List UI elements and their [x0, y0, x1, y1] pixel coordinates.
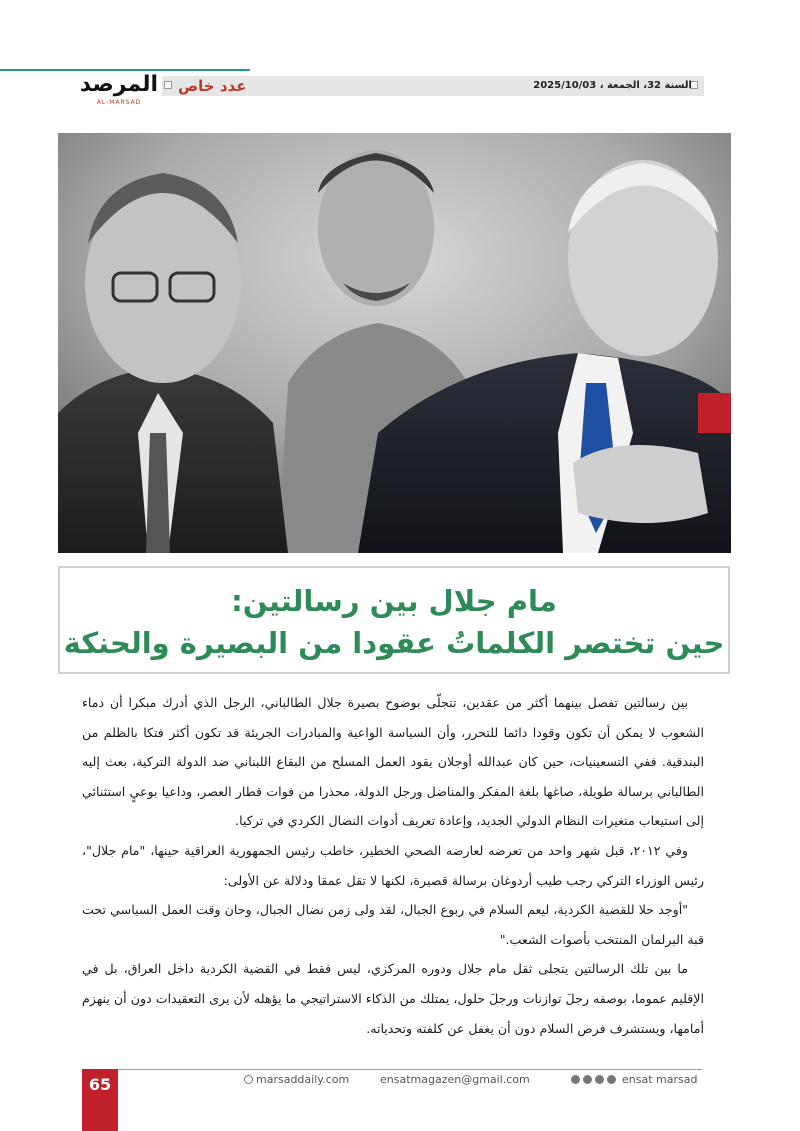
- top-accent-rule: [0, 69, 250, 71]
- footer-rule: [82, 1069, 702, 1070]
- article-body: [82, 688, 704, 1043]
- youtube-icon[interactable]: [607, 1075, 616, 1084]
- social-icons: [571, 1075, 619, 1085]
- magazine-logo: [80, 72, 158, 108]
- article-quote: "أوجد حلا للقضية الكردية، ليعم السلام في ربوع الجبال، لقد ولى زمن نضال الجبال، وحان وقت العمل السياسي تحت قبة البرلمان المنتخب بأصوات الشعب.": [82, 902, 704, 947]
- bullet-square-icon: [164, 81, 172, 89]
- logo-subtext: AL-MARSAD: [96, 99, 142, 106]
- issue-date: السنة 32، الجمعة ، 2025/10/03: [533, 80, 692, 91]
- page-number: 65: [88, 1075, 112, 1094]
- facebook-icon[interactable]: [571, 1075, 580, 1084]
- photo-collage-illustration: [58, 133, 731, 553]
- article-paragraph: وفي ٢٠١٢، قبل شهر واحد من تعرضه لعارضه الصحي الخطير، خاطب رئيس الجمهورية العراقية حينها، "مام جلال"، رئيس الوزراء التركي رجب طيب أردوغان برسالة قصيرة، لكنها لا تقل عمقا ودلالة عن الأولى:: [82, 842, 704, 888]
- headline-box: [58, 566, 730, 674]
- instagram-icon[interactable]: [595, 1075, 604, 1084]
- email-link[interactable]: ensatmagazen@gmail.com: [380, 1073, 530, 1086]
- issue-label: عدد خاص: [178, 77, 247, 95]
- headline-line-1: مام جلال بين رسالتين:: [231, 584, 557, 618]
- logo-wordmark: المرصد: [79, 72, 158, 97]
- headline-line-2: حين تختصر الكلماتُ عقودا من البصيرة والحنكة: [63, 626, 725, 660]
- page-number-tab: [82, 1069, 118, 1131]
- article-photo: [58, 133, 731, 553]
- globe-icon: [244, 1075, 253, 1084]
- website-link[interactable]: marsaddaily.com: [256, 1073, 350, 1086]
- social-handle: ensat marsad: [622, 1073, 698, 1086]
- article-paragraph: بين رسالتين تفصل بينهما أكثر من عقدين، تتجلّى بوضوح بصيرة جلال الطالباني، الرجل الذي أدرك مبكرا أن دماء الشعوب لا يمكن أن تكون وقودا دائما للتحرر، وأن السياسة الواعية والمبادرات الجريئة قد تكون أكثر فتكا بالظلم من البندقية. ففي التسعينيات، حين كان عبدالله أوجلان يقود العمل المسلح من البقاع اللبناني ضد الدولة التركية، بعث إليه الطالباني برسالة طويلة، صاغها بلغة المفكر والمناضل ورجل الدولة، محذرا من فوات قطار العصر، وداعيا بوعيٍ استثنائي إلى استيعاب متغيرات النظام الدولي الجديد، وإعادة تعريف أدوات النضال الكردي في تركيا.: [82, 695, 704, 829]
- twitter-icon[interactable]: [583, 1075, 592, 1084]
- article-paragraph: ما بين تلك الرسالتين يتجلى ثقل مام جلال ودوره المركزي، ليس فقط في القضية الكردية داخل العراق، بل في الإقليم عموما، بوصفه رجلَ توازنات ورجلَ حلول، يمتلك من الذكاء الاستراتيجي ما يؤهله لأن يرى التعقيدات دون أن ينهزم أمامها، ويستشرف فرص السلام دون أن يغفل عن كلفته وتحدياته.: [82, 961, 704, 1036]
